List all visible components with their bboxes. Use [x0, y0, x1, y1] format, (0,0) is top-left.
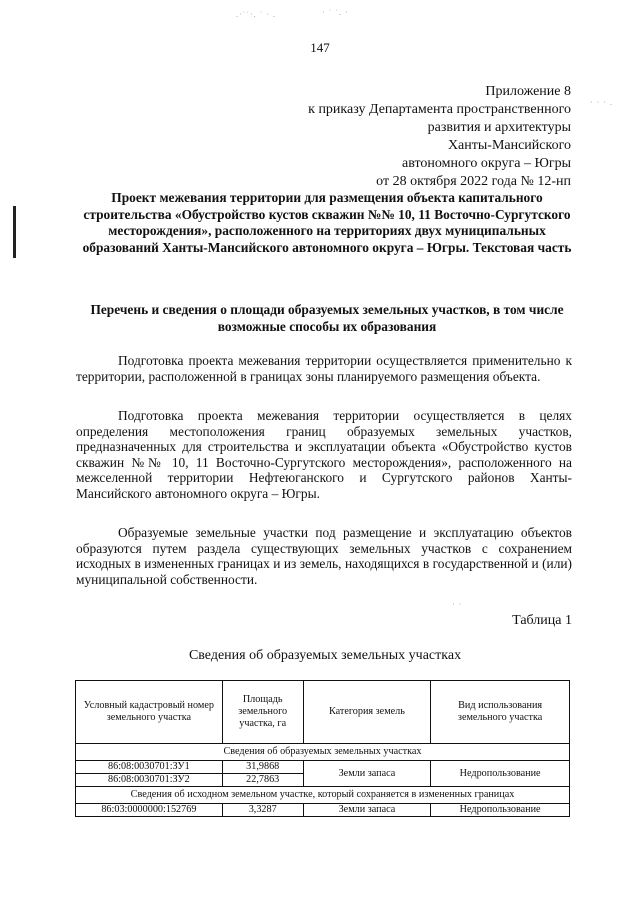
body-paragraph: Образуемые земельные участки под размещение и эксплуатацию объектов образуются путем раздела существующих земельных участков с сохранением исходных в измененных границах и из земель, находящихся в государственной и (или) муниципальной собственности. [76, 525, 572, 587]
column-header: Вид использования земельного участка [431, 681, 570, 744]
body-paragraph: Подготовка проекта межевания территории осуществляется применительно к территории, расположенной в границах зоны планируемого размещения объекта. [76, 353, 572, 384]
area-cell: 31,9868 [222, 761, 303, 774]
body-paragraph: Подготовка проекта межевания территории осуществляется в целях определения местоположения границ образуемых земельных участков, предназначенных для строительства и эксплуатации объекта «Обустройство кустов скважин №№ 10, 11 Восточно-Сургутского месторождения», расположенного на межселенной территории Нефтеюганского и Сургутского районов Ханты-Мансийского автономного округа – Югры. [76, 408, 572, 501]
appendix-line: Приложение 8 [485, 84, 571, 99]
appendix-line: от 28 октября 2022 года № 12-нп [376, 174, 571, 189]
table-section-row [76, 744, 570, 761]
area-cell: 22,7863 [222, 774, 303, 787]
appendix-line: к приказу Департамента пространственного [308, 102, 571, 117]
margin-scan-line [13, 206, 16, 258]
column-header: Категория земель [303, 681, 431, 744]
land-category-cell: Земли запаса [303, 804, 431, 817]
land-use-cell: Недропользование [431, 761, 570, 787]
scan-artifact: · · [452, 600, 463, 609]
appendix-line: автономного округа – Югры [402, 156, 571, 171]
column-header: Площадь земельного участка, га [222, 681, 303, 744]
land-plots-table [75, 680, 570, 817]
appendix-line: развития и архитектуры [427, 120, 571, 135]
table-row [76, 761, 570, 774]
land-category-cell: Земли запаса [303, 761, 431, 787]
section-header-cell: Сведения об исходном земельном участке, который сохраняется в измененных границах [76, 787, 570, 804]
cadastral-number-cell: 86:08:0030701:ЗУ2 [76, 774, 223, 787]
table-number: Таблица 1 [512, 613, 572, 628]
column-header: Условный кадастровый номер земельного участка [76, 681, 223, 744]
appendix-line: Ханты-Мансийского [447, 138, 571, 153]
section-title: Перечень и сведения о площади образуемых земельных участков, в том числе возможные способы их образования [90, 302, 564, 334]
land-use-cell: Недропользование [431, 804, 570, 817]
cadastral-number-cell: 86:03:0000000:152769 [76, 804, 223, 817]
scan-artifact: · ˙ ˙. · [322, 8, 349, 17]
section-header-cell: Сведения об образуемых земельных участках [76, 744, 570, 761]
table-row [76, 804, 570, 817]
table-header-row [76, 681, 570, 744]
page-number: 147 [310, 40, 330, 55]
area-cell: 3,3287 [222, 804, 303, 817]
document-title: Проект межевания территории для размещения объекта капитального строительства «Обустройство кустов скважин №№ 10, 11 Восточно-Сургутского месторождения», расположенного на территориях двух муниципальных образований Ханты-Мансийского автономного округа – Югры. Текстовая часть [82, 190, 572, 255]
table-section-row [76, 787, 570, 804]
scan-artifact: · · · . [590, 98, 613, 107]
cadastral-number-cell: 86:08:0030701:ЗУ1 [76, 761, 223, 774]
scan-artifact: .·˙˙·. ˙ · . [236, 10, 276, 19]
table-caption: Сведения об образуемых земельных участках [188, 648, 462, 663]
appendix-header [308, 83, 571, 191]
